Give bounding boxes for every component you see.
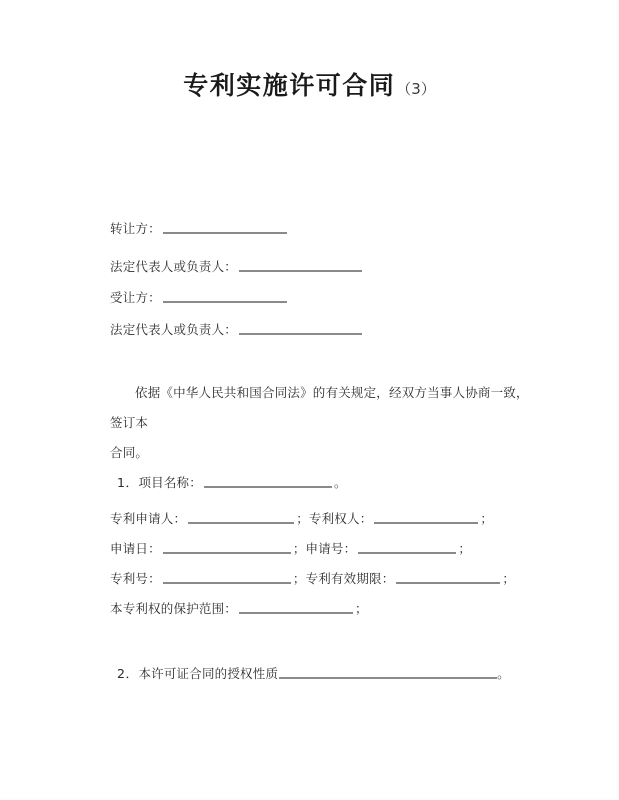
field-transferor-legal-rep-blank[interactable] [239, 259, 362, 272]
field-protection-scope-label: 本专利权的保护范围： [110, 601, 238, 616]
preamble-line-2-text: 合同。 [110, 445, 149, 460]
document-title-main: 专利实施许可合同 [183, 71, 396, 100]
clause-2-trailing-punct: 。 [497, 666, 510, 681]
field-transferor-label: 转让方： [110, 221, 161, 236]
field-transferor-legal-rep-label: 法定代表人或负责人： [110, 259, 238, 274]
clause-2-number: 2． [117, 666, 139, 681]
field-patent-applicant-sep: ； [296, 511, 309, 526]
field-transferor [110, 221, 289, 237]
clause-1-project-name-blank[interactable] [204, 475, 332, 488]
field-patent-validity-blank[interactable] [396, 571, 500, 584]
field-application-number-blank[interactable] [358, 541, 456, 554]
field-protection-scope-sep: ； [355, 601, 368, 616]
field-transferee-legal-rep-label: 法定代表人或负责人： [110, 322, 238, 337]
preamble-line-1 [110, 378, 540, 438]
field-patent-validity-label: 专利有效期限： [305, 571, 395, 586]
clause-1-trailing-punct: 。 [333, 475, 347, 490]
field-application-number-label: 申请号： [305, 541, 357, 556]
field-patent-number-blank[interactable] [163, 571, 291, 584]
field-application-date-sep: ； [292, 541, 306, 556]
clause-1-label: 项目名称： [138, 475, 202, 490]
field-row-applicant-patentee [110, 511, 493, 527]
preamble-line-2 [110, 438, 540, 468]
field-patentee-label: 专利权人： [308, 511, 373, 526]
clause-2 [117, 666, 510, 682]
field-patent-number-sep: ； [292, 571, 306, 586]
document-title-suffix: （3） [396, 80, 436, 98]
field-row-patentno-validity [110, 571, 515, 587]
field-transferor-legal-rep [110, 259, 364, 275]
clause-1 [117, 475, 347, 491]
field-patent-applicant-blank[interactable] [188, 511, 294, 524]
field-application-date-label: 申请日： [110, 541, 161, 556]
field-patentee-blank[interactable] [374, 511, 478, 524]
field-patent-number-label: 专利号： [110, 571, 161, 586]
field-application-date-blank[interactable] [163, 541, 291, 554]
preamble-line-1-text: 依据《中华人民共和国合同法》的有关规定，经双方当事人协商一致，签订本 [110, 385, 529, 430]
document-title [0, 66, 619, 102]
clause-2-label: 本许可证合同的授权性质 [138, 666, 279, 681]
field-transferee-legal-rep-blank[interactable] [239, 322, 362, 335]
field-patent-validity-sep: ； [502, 571, 516, 586]
clause-2-license-nature-blank[interactable] [279, 666, 497, 679]
field-transferee-blank[interactable] [163, 290, 287, 303]
field-transferor-blank[interactable] [163, 221, 287, 234]
field-patent-applicant-label: 专利申请人： [110, 511, 187, 526]
field-transferee-label: 受让方： [110, 290, 161, 305]
field-transferee [110, 290, 289, 306]
preamble-paragraph [110, 378, 540, 468]
field-row-appdate-appno [110, 541, 471, 557]
field-protection-scope [110, 601, 368, 617]
field-application-number-sep: ； [458, 541, 472, 556]
field-protection-scope-blank[interactable] [239, 601, 353, 614]
field-patentee-sep: ； [480, 511, 494, 526]
clause-1-number: 1． [117, 475, 139, 490]
field-transferee-legal-rep [110, 322, 364, 338]
